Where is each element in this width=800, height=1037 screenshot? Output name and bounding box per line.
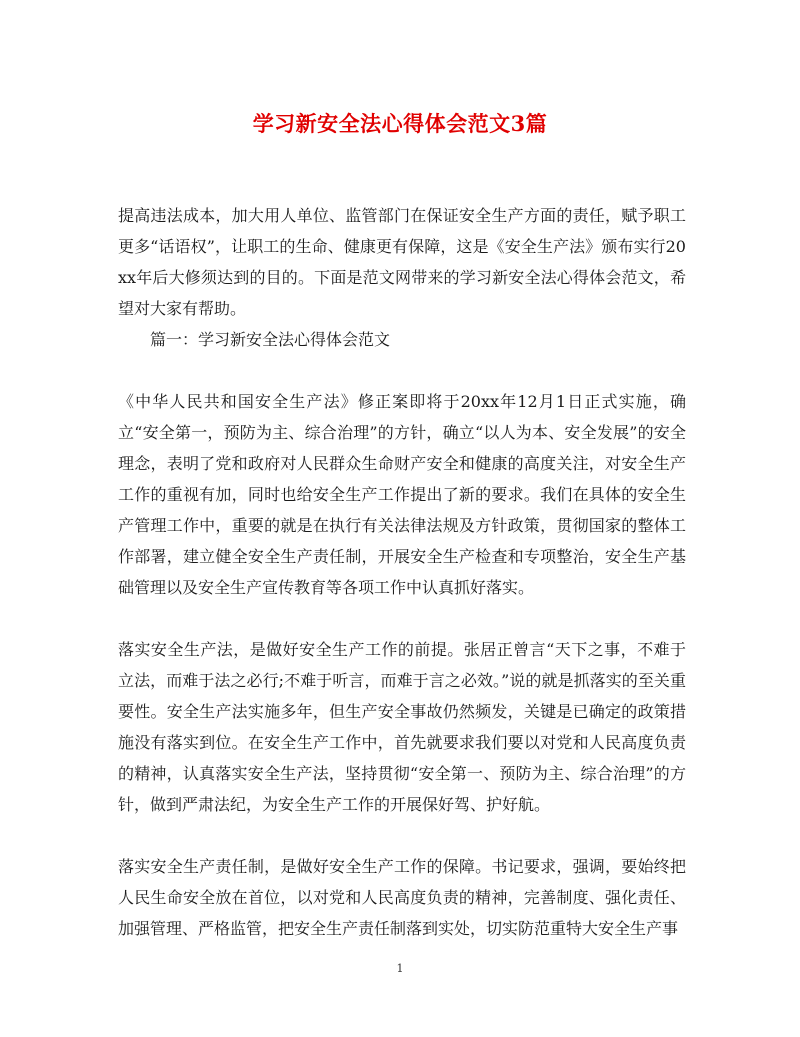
body-paragraph: 《中华人民共和国安全生产法》修正案即将于20xx年12月1日正式实施，确立“安全第一，预防为主、综合治理”的方针，确立“以人为本、安全发展”的安全理念，表明了党和政府对人民群众生命财产安全和健康的高度关注，对安全生产工作的重视有加，同时也给安全生产工作提出了新的要求。我们在具体的安全生产管理工作中，重要的就是在执行有关法律法规及方针政策，贯彻国家的整体工作部署，建立健全安全生产责任制，开展安全生产检查和专项整治，安全生产基础管理以及安全生产宣传教育等各项工作中认真抓好落实。 bbox=[118, 392, 686, 597]
body-paragraph: 落实安全生产责任制，是做好安全生产工作的保障。书记要求，强调，要始终把人民生命安全放在首位，以对党和人民高度负责的精神，完善制度、强化责任、加强管理、严格监管，把安全生产责任制落到实处，切实防范重特大安全生产事 bbox=[118, 857, 686, 938]
document-body bbox=[118, 200, 686, 944]
body-paragraph: 落实安全生产法，是做好安全生产工作的前提。张居正曾言“天下之事，不难于立法，而难于法之必行;不难于听言，而难于言之必效。”说的就是抓落实的至关重要性。安全生产法实施多年，但生产安全事故仍然频发，关键是已确定的政策措施没有落实到位。在安全生产工作中，首先就要求我们要以对党和人民高度负责的精神，认真落实安全生产法，坚持贯彻“安全第一、预防为主、综合治理”的方针，做到严肃法纪，为安全生产工作的开展保好驾、护好航。 bbox=[118, 640, 686, 814]
document-title: 学习新安全法心得体会范文3篇 bbox=[252, 111, 548, 136]
intro-paragraph: 提高违法成本，加大用人单位、监管部门在保证安全生产方面的责任，赋予职工更多“话语权”，让职工的生命、健康更有保障，这是《安全生产法》颁布实行20xx年后大修须达到的目的。下面是范文网带来的学习新安全法心得体会范文，希望对大家有帮助。 bbox=[118, 206, 686, 318]
page-number: 1 bbox=[396, 962, 404, 975]
section-heading: 篇一：学习新安全法心得体会范文 bbox=[150, 330, 391, 349]
